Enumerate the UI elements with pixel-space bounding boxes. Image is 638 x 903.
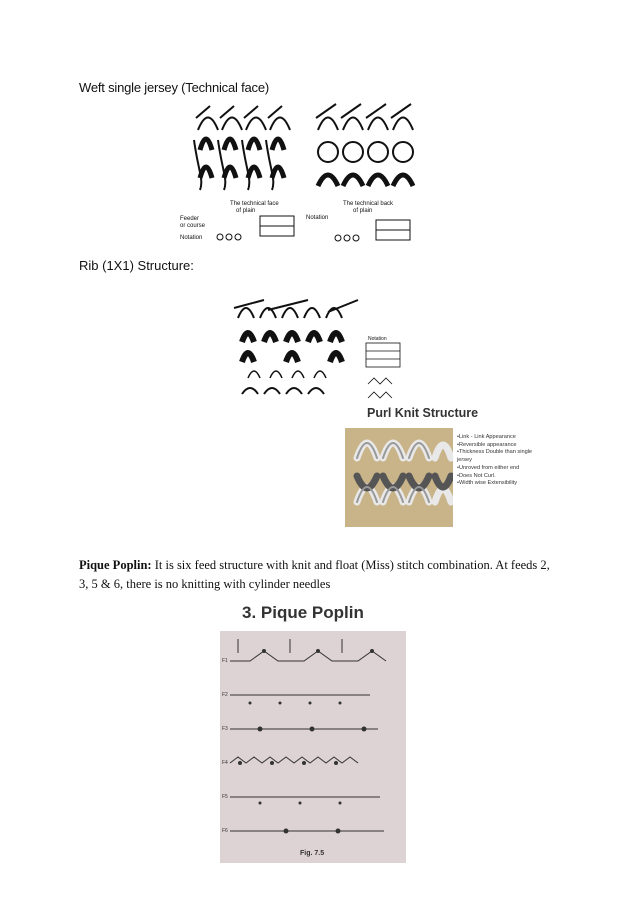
- feed-label: F4: [222, 760, 228, 766]
- pique-title: 3. Pique Poplin: [242, 603, 364, 622]
- heading-weft-single-jersey: Weft single jersey (Technical face): [79, 80, 270, 95]
- rib-notation-label: Notation: [368, 336, 387, 342]
- pique-poplin-figure: [220, 603, 416, 863]
- purl-bullet: •Width wise Extensibility: [457, 480, 518, 487]
- weft-single-jersey-figure: [178, 100, 436, 248]
- feed-label: F1: [222, 658, 228, 664]
- purl-bullets: [457, 434, 532, 488]
- pique-poplin-term: Pique Poplin:: [79, 558, 152, 572]
- heading-rib-structure: Rib (1X1) Structure:: [79, 258, 194, 273]
- feed-label: F2: [222, 692, 228, 698]
- purl-photo: [345, 428, 453, 527]
- purl-bullet: •Link - Link Appearance: [457, 434, 516, 440]
- purl-bullet: •Does Not Curl.: [457, 472, 496, 479]
- pique-notation-illustration: [220, 631, 406, 863]
- pique-fig-label: Fig. 7.5: [300, 850, 325, 857]
- feed-label: F5: [222, 794, 228, 800]
- purl-bullet: •Unroved from either end: [457, 464, 520, 471]
- notation-label-back: Notation: [306, 215, 329, 221]
- face-caption-2: of plain: [236, 208, 256, 214]
- feed-label: F6: [222, 828, 228, 834]
- feeder-label-1: Feeder: [180, 216, 200, 222]
- back-caption-1: The technical back: [343, 201, 394, 207]
- pique-photo: [220, 631, 406, 863]
- purl-title: Purl Knit Structure: [367, 406, 479, 420]
- purl-bullet: •Reversible appearance: [457, 441, 517, 448]
- purl-bullet: jersey: [457, 457, 472, 464]
- feed-label: F3: [222, 726, 228, 732]
- feeder-label-2: or course: [180, 223, 206, 229]
- back-caption-2: of plain: [353, 208, 373, 214]
- pique-poplin-text: It is six feed structure with knit and float (Miss) stitch combination. At feeds 2, 3, 5 & 6, there is no knitting with cylinder needles: [79, 558, 550, 591]
- face-caption-1: The technical face: [230, 201, 279, 207]
- purl-loops-illustration: [345, 428, 453, 527]
- purl-knit-figure: [345, 404, 543, 527]
- pique-poplin-paragraph: [79, 556, 561, 594]
- purl-bullet: •Thickness Double than single: [457, 449, 533, 456]
- rib-structure-figure: [228, 298, 406, 406]
- notation-label-face: Notation: [180, 235, 203, 241]
